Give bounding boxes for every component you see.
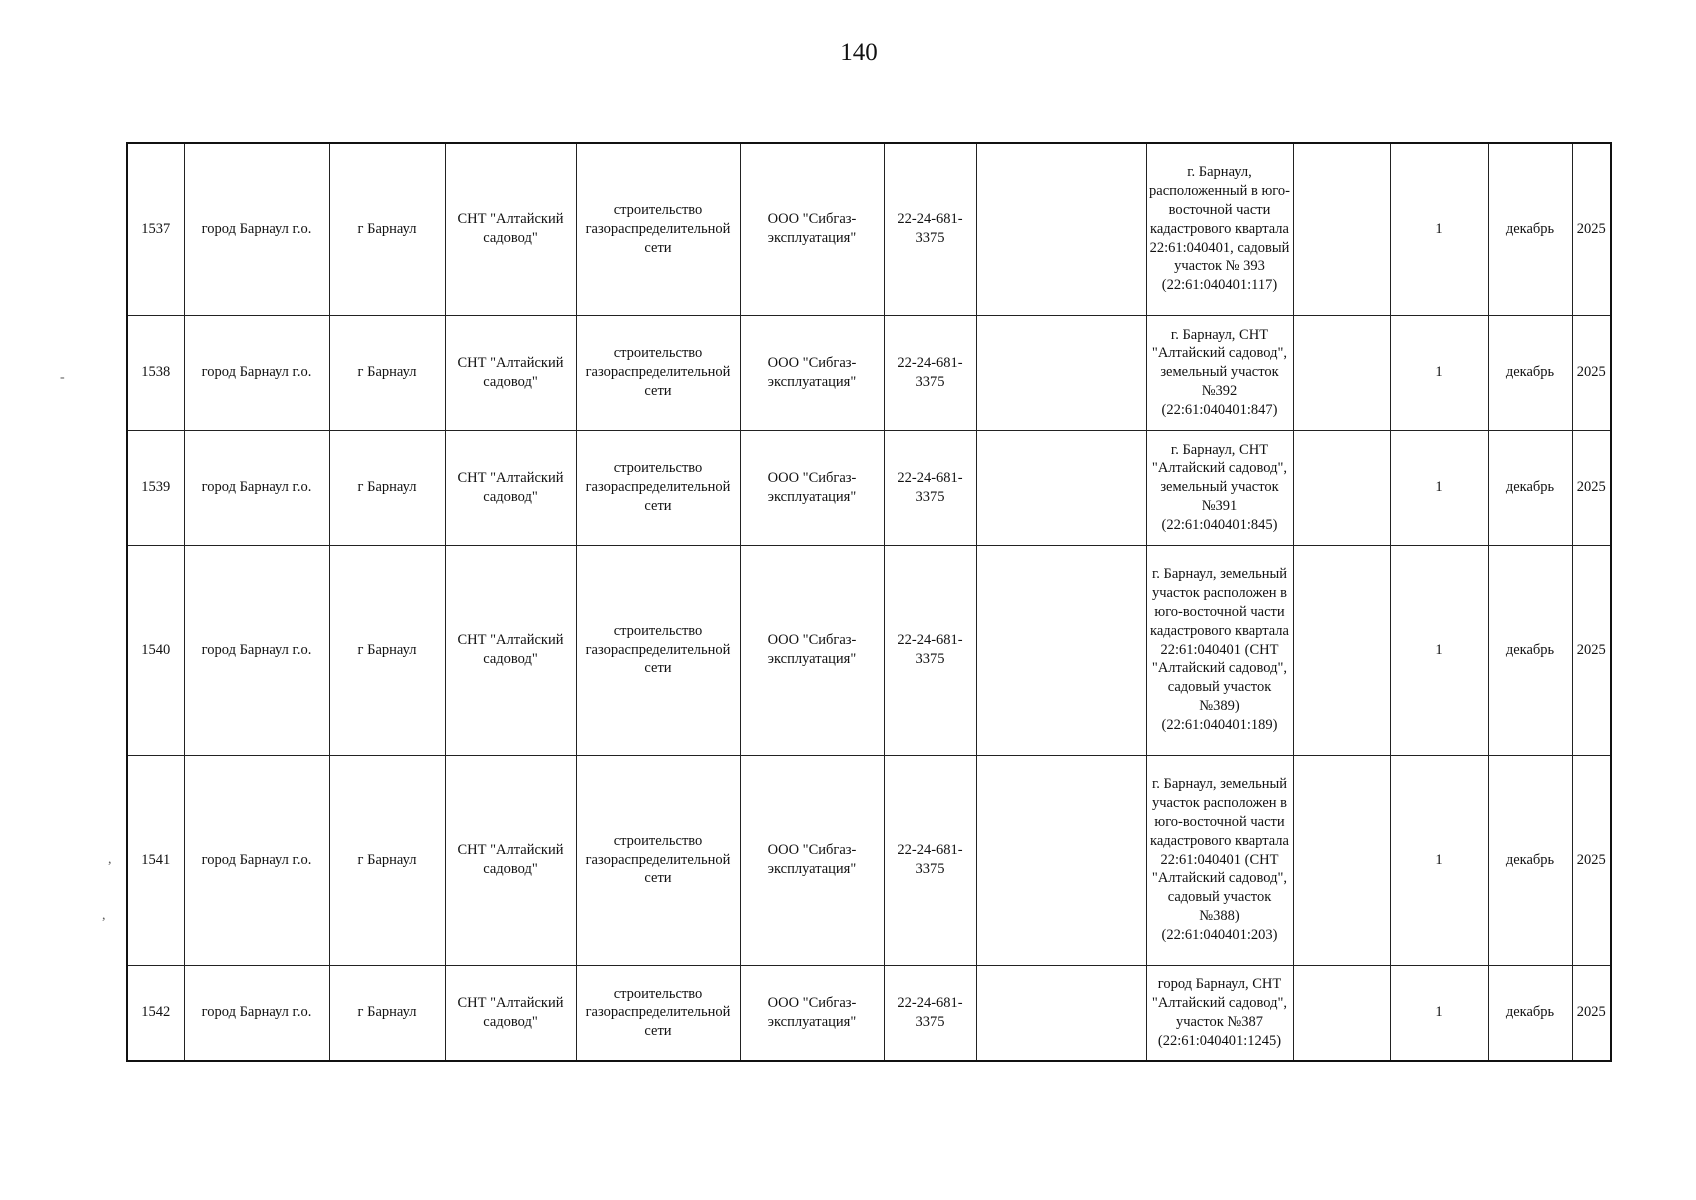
registry-number-cell: 22-24-681-3375 xyxy=(884,430,976,545)
registry-number-cell: 22-24-681-3375 xyxy=(884,545,976,755)
empty-cell xyxy=(976,755,1146,965)
row-number: 1542 xyxy=(127,965,184,1061)
snt-cell: СНТ "Алтайский садовод" xyxy=(445,315,576,430)
count-cell: 1 xyxy=(1390,143,1488,315)
row-number: 1541 xyxy=(127,755,184,965)
district-cell: город Барнаул г.о. xyxy=(184,143,329,315)
address-cell: г. Барнаул, СНТ "Алтайский садовод", земельный участок №391 (22:61:040401:845) xyxy=(1146,430,1293,545)
city-cell: г Барнаул xyxy=(329,965,445,1061)
empty-cell xyxy=(1293,545,1390,755)
city-cell: г Барнаул xyxy=(329,755,445,965)
city-cell: г Барнаул xyxy=(329,545,445,755)
work-type-cell: строительство газораспределительной сети xyxy=(576,965,740,1061)
month-cell: декабрь xyxy=(1488,755,1572,965)
empty-cell xyxy=(976,315,1146,430)
count-cell: 1 xyxy=(1390,315,1488,430)
year-cell: 2025 xyxy=(1572,315,1611,430)
empty-cell xyxy=(1293,755,1390,965)
organization-cell: ООО "Сибгаз-эксплуатация" xyxy=(740,430,884,545)
work-type-cell: строительство газораспределительной сети xyxy=(576,430,740,545)
address-cell: г. Барнаул, земельный участок расположен в юго-восточной части кадастрового квартала 22:61:040401 (СНТ "Алтайский садовод", садовый участок №388) (22:61:040401:203) xyxy=(1146,755,1293,965)
registry-number-cell: 22-24-681-3375 xyxy=(884,965,976,1061)
scan-speck: , xyxy=(102,908,106,923)
register-table xyxy=(126,142,1612,1062)
month-cell: декабрь xyxy=(1488,315,1572,430)
count-cell: 1 xyxy=(1390,965,1488,1061)
district-cell: город Барнаул г.о. xyxy=(184,430,329,545)
empty-cell xyxy=(976,545,1146,755)
snt-cell: СНТ "Алтайский садовод" xyxy=(445,430,576,545)
month-cell: декабрь xyxy=(1488,143,1572,315)
empty-cell xyxy=(976,143,1146,315)
organization-cell: ООО "Сибгаз-эксплуатация" xyxy=(740,545,884,755)
work-type-cell: строительство газораспределительной сети xyxy=(576,315,740,430)
organization-cell: ООО "Сибгаз-эксплуатация" xyxy=(740,143,884,315)
work-type-cell: строительство газораспределительной сети xyxy=(576,545,740,755)
district-cell: город Барнаул г.о. xyxy=(184,545,329,755)
district-cell: город Барнаул г.о. xyxy=(184,755,329,965)
district-cell: город Барнаул г.о. xyxy=(184,315,329,430)
address-cell: г. Барнаул, СНТ "Алтайский садовод", земельный участок №392 (22:61:040401:847) xyxy=(1146,315,1293,430)
work-type-cell: строительство газораспределительной сети xyxy=(576,143,740,315)
snt-cell: СНТ "Алтайский садовод" xyxy=(445,143,576,315)
district-cell: город Барнаул г.о. xyxy=(184,965,329,1061)
year-cell: 2025 xyxy=(1572,965,1611,1061)
scan-speck: , xyxy=(108,852,112,867)
scan-speck: - xyxy=(60,370,65,385)
row-number: 1537 xyxy=(127,143,184,315)
empty-cell xyxy=(976,430,1146,545)
empty-cell xyxy=(1293,143,1390,315)
year-cell: 2025 xyxy=(1572,430,1611,545)
snt-cell: СНТ "Алтайский садовод" xyxy=(445,545,576,755)
empty-cell xyxy=(1293,965,1390,1061)
registry-number-cell: 22-24-681-3375 xyxy=(884,143,976,315)
page-number: 140 xyxy=(840,39,878,66)
snt-cell: СНТ "Алтайский садовод" xyxy=(445,965,576,1061)
address-cell: г. Барнаул, земельный участок расположен в юго-восточной части кадастрового квартала 22:61:040401 (СНТ "Алтайский садовод", садовый участок №389) (22:61:040401:189) xyxy=(1146,545,1293,755)
count-cell: 1 xyxy=(1390,545,1488,755)
table-row xyxy=(127,755,1611,965)
month-cell: декабрь xyxy=(1488,545,1572,755)
year-cell: 2025 xyxy=(1572,755,1611,965)
address-cell: город Барнаул, СНТ "Алтайский садовод", участок №387 (22:61:040401:1245) xyxy=(1146,965,1293,1061)
year-cell: 2025 xyxy=(1572,545,1611,755)
registry-number-cell: 22-24-681-3375 xyxy=(884,315,976,430)
table-row xyxy=(127,143,1611,315)
empty-cell xyxy=(1293,430,1390,545)
organization-cell: ООО "Сибгаз-эксплуатация" xyxy=(740,965,884,1061)
month-cell: декабрь xyxy=(1488,965,1572,1061)
work-type-cell: строительство газораспределительной сети xyxy=(576,755,740,965)
registry-number-cell: 22-24-681-3375 xyxy=(884,755,976,965)
organization-cell: ООО "Сибгаз-эксплуатация" xyxy=(740,315,884,430)
table-row xyxy=(127,430,1611,545)
empty-cell xyxy=(976,965,1146,1061)
row-number: 1539 xyxy=(127,430,184,545)
city-cell: г Барнаул xyxy=(329,430,445,545)
city-cell: г Барнаул xyxy=(329,315,445,430)
month-cell: декабрь xyxy=(1488,430,1572,545)
year-cell: 2025 xyxy=(1572,143,1611,315)
table-row xyxy=(127,545,1611,755)
address-cell: г. Барнаул, расположенный в юго-восточной части кадастрового квартала 22:61:040401, садовый участок № 393 (22:61:040401:117) xyxy=(1146,143,1293,315)
empty-cell xyxy=(1293,315,1390,430)
organization-cell: ООО "Сибгаз-эксплуатация" xyxy=(740,755,884,965)
table-row xyxy=(127,315,1611,430)
row-number: 1540 xyxy=(127,545,184,755)
city-cell: г Барнаул xyxy=(329,143,445,315)
count-cell: 1 xyxy=(1390,430,1488,545)
row-number: 1538 xyxy=(127,315,184,430)
snt-cell: СНТ "Алтайский садовод" xyxy=(445,755,576,965)
count-cell: 1 xyxy=(1390,755,1488,965)
table-row xyxy=(127,965,1611,1061)
